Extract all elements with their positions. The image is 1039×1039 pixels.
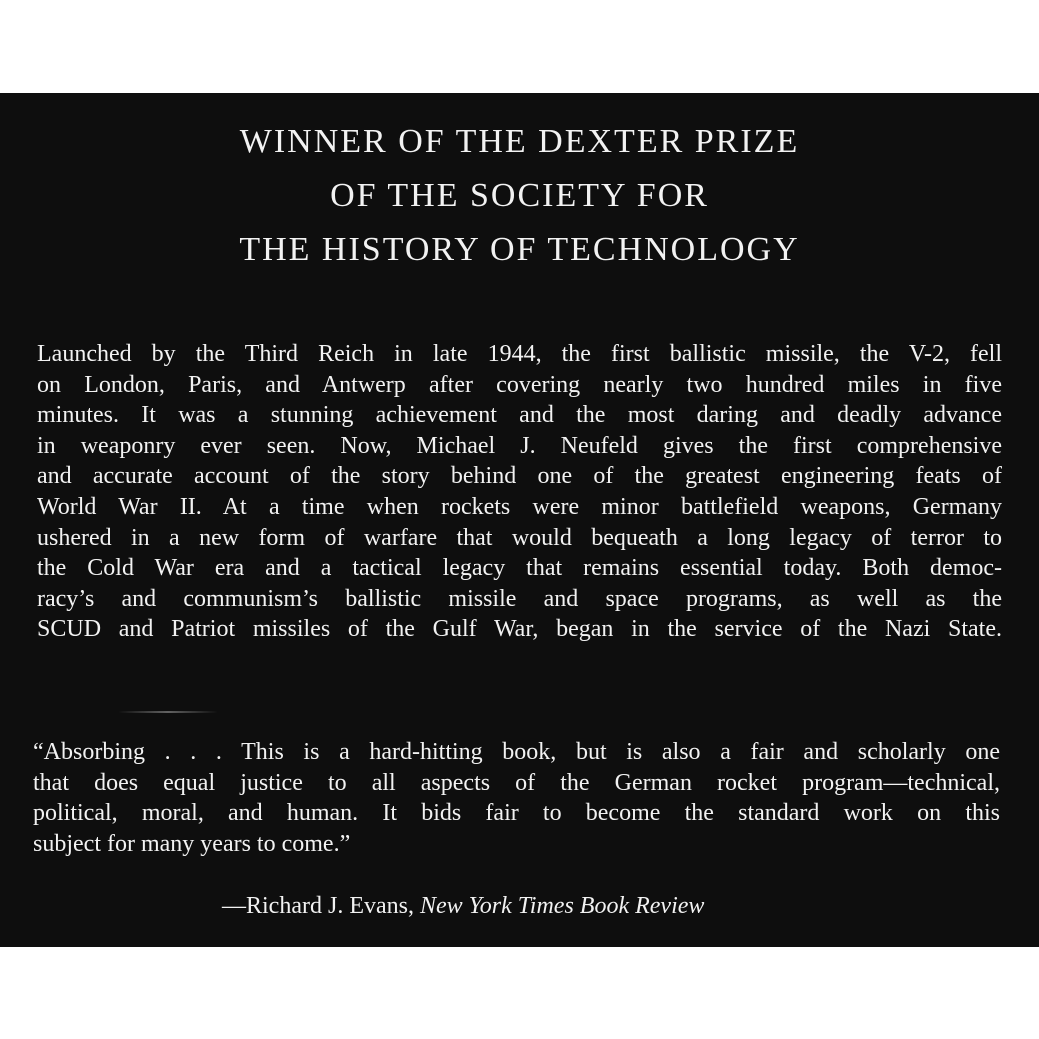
award-line: WINNER OF THE DEXTER PRIZE xyxy=(239,123,800,160)
quote-line: that does equal justice to all aspects of the German rocket program—technical, xyxy=(33,769,1000,796)
award-line: OF THE SOCIETY FOR xyxy=(330,177,709,214)
book-back-cover xyxy=(0,93,1039,947)
award-line: THE HISTORY OF TECHNOLOGY xyxy=(239,231,800,268)
review-quote xyxy=(33,737,1000,859)
description-line: SCUD and Patriot missiles of the Gulf War, began in the service of the Nazi State. xyxy=(37,616,1002,643)
description-line: Launched by the Third Reich in late 1944, the first ballistic missile, the V-2, fell xyxy=(37,341,1002,367)
description-line: the Cold War era and a tactical legacy that remains essential today. Both democ- xyxy=(37,555,1002,582)
quote-line: political, moral, and human. It bids fair to become the standard work on this xyxy=(33,800,1000,827)
description-line: on London, Paris, and Antwerp after covering nearly two hundred miles in five xyxy=(37,371,1002,398)
description-line: World War II. At a time when rockets were minor battlefield weapons, Germany xyxy=(37,493,1002,520)
quote-line: “Absorbing . . . This is a hard-hitting book, but is also a fair and scholarly one xyxy=(33,739,1000,765)
review-attribution xyxy=(222,893,704,920)
review-publication: New York Times Book Review xyxy=(419,893,705,919)
quote-line: subject for many years to come.” xyxy=(33,830,351,857)
description-line: and accurate account of the story behind one of the greatest engineering feats of xyxy=(37,463,1002,490)
reviewer-name: —Richard J. Evans, xyxy=(222,893,420,919)
award-heading xyxy=(0,115,1039,277)
description-line: minutes. It was a stunning achievement and the most daring and deadly advance xyxy=(37,402,1002,429)
description-line: ushered in a new form of warfare that would bequeath a long legacy of terror to xyxy=(37,524,1002,551)
divider xyxy=(118,711,218,713)
description-line: in weaponry ever seen. Now, Michael J. Neufeld gives the first comprehensive xyxy=(37,432,1002,459)
book-description xyxy=(37,339,1002,645)
description-line: racy’s and communism’s ballistic missile and space programs, as well as the xyxy=(37,585,1002,612)
